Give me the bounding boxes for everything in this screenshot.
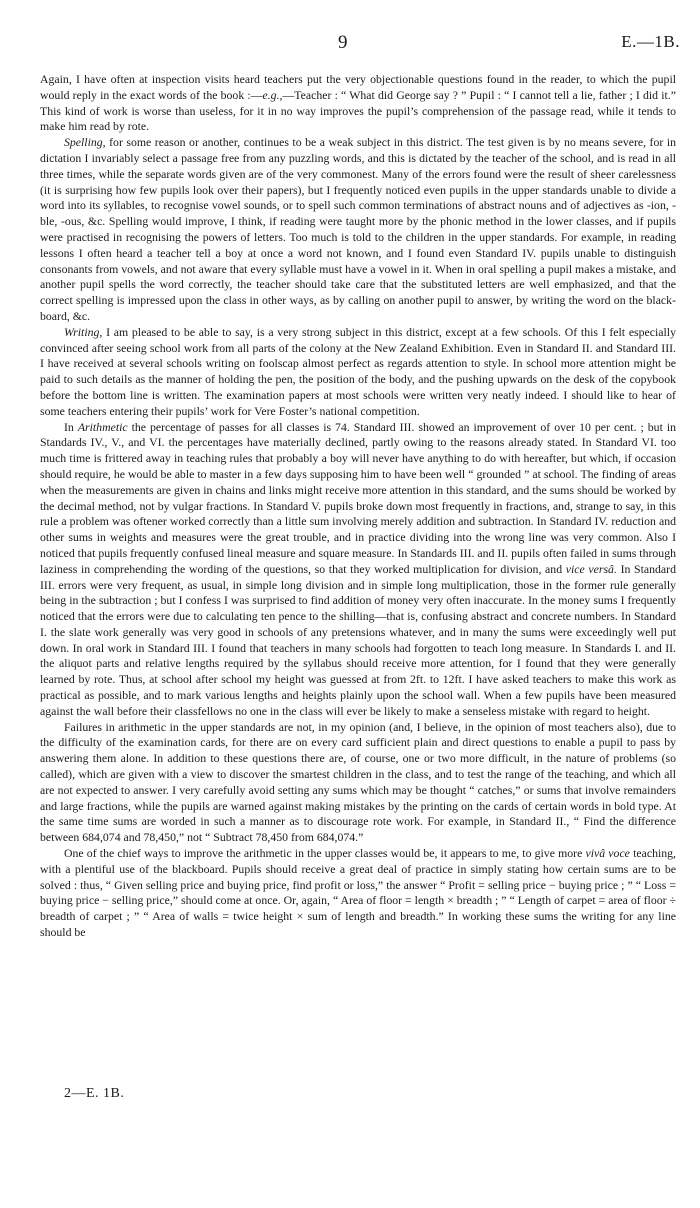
text-run: for some reason or another, continues to be a weak subject in this district. The test given is by no means severe, for in dictation I invariably select a passage free from any puzzling words, and this is dictated by the teacher of the school, and is read in all three times, while the separate words given are of the very commonest. Many of the errors found were the result of sheer carelessness (it is surprising how few pupils look over their papers), but I frequently noticed even pupils in the upper standards unable to divide a word into its syllables, to recognise vowel sounds, or to spell such common terminations of abstract nouns and of adjectives as -ion, -ble, -ous, &c. Spelling would improve, I think, if reading were taught more by the phonic method in the lower classes, and if pupils were practised in recognising the powers of letters. Too much is told to the children in the upper standards. For example, in reading lessons I often heard a teacher tell a boy at once a word not known, and I found even Standard IV. pupils unable to distinguish consonants from vowels, and not aware that every syllable must have a vowel in it. When in oral spelling a pupil makes a mistake, and another pupil spells the word correctly, the teacher should take care that the substituted letters are well emphasized, and that the correct spelling is impressed upon the class in other ways, as by calling on another pupil to answer, by writing the word on the black-board, &c. — [40, 135, 676, 323]
italic-text: vivâ voce — [585, 846, 630, 861]
text-run: —Teacher : “ What did George say ? ” Pupil : “ I cannot tell a lie, father ; I did it.” This kind of work is worse than useless, for it in no way improves the pupil’s comprehension of the passage read, while it tends to make him read by rote. — [40, 87, 676, 134]
text-run: I am pleased to be able to say, is a very strong subject in this district, except at a few schools. Of this I felt especially convinced after seeing school work from all parts of the colony at the New Zealand Exhibition. Even in Standard II. and Standard III. I have received at several schools writing on foolscap almost perfect as regards attention to style. In school more attention might be paid to such details as the manner of holding the pen, the position of the body, and the pushing upwards on the desk of the copybook before the bottom line is written. The examination papers at most schools were written very neatly indeed. I should like to hear of some teachers entering their pupils’ work for Vere Foster’s national competition. — [40, 324, 676, 418]
paragraph — [40, 72, 676, 135]
paragraph — [40, 846, 676, 941]
text-run: In Standard III. errors were very frequent, as usual, in simple long division and in simple long multiplication, those in the former rule generally being in the subtraction ; but I confess I was surprised to find addition of money very often inaccurate. In the money sums I frequently noticed that the errors were due to calculating ten pence to the shilling—that is, confusing abstract and concrete numbers. In Standard I. the slate work generally was very good in schools of any pretensions whatever, and in many the sums were exceedingly well put down. In oral work in Standard III. I found that teachers in many schools had forgotten to teach long measure. In Standards I. and II. the aliquot parts and relative lengths required by the syllabus should receive more attention, for I found that they were generally learned by rote. Thus, at school after school my height was guessed at from 2ft. to 12ft. I have asked teachers to make this work as practical as possible, and to mark various lengths and heights plainly upon the school wall. When a few pupils have been measured against the wall before their classfellows no one in the class will ever be likely to make a senseless mistake with regard to height. — [40, 561, 676, 718]
series-reference: E.—1B. — [621, 32, 680, 51]
text-run: One of the chief ways to improve the arithmetic in the upper classes would be, it appears to me, to give more — [64, 846, 586, 861]
paragraph — [40, 135, 676, 325]
italic-text: Arithmetic — [77, 419, 128, 434]
text-run: the percentage of passes for all classes is 74. Standard III. showed an improvement of over 10 per cent. ; but in Standards IV., V., and VI. the percentages have materially declined, partly owing to the reasons already stated. In Standard VI. too much time is frittered away in teaching rules that probably a boy will never have anything to do with hereafter, but which, if occasion should require, he would be able to master in a few days supposing him to have been well “ grounded ” at school. The finding of areas when the measurements are given in chains and links might receive more attention in this standard, and the sums should be worked by the decimal method, not by vulgar fractions. In Standard V. pupils broke down most frequently in fractions, and, strange to say, in this rule a problem was oftener worked correctly than a little sum involving merely addition and subtraction. In Standard IV. reduction and other sums in weights and measures were the great trouble, and in practice dividing into the wrong line was very common. Also I noticed that pupils frequently confused lineal measure and square measure. In Standards III. and II. pupils often failed in sums through laziness in comprehending the wording of the questions, so that they worked multiplication for division, and — [40, 419, 676, 576]
paragraph — [40, 325, 676, 420]
page-header — [0, 32, 700, 60]
italic-text: vice versâ. — [565, 561, 617, 576]
text-run: Again, I have often at inspection visits heard teachers put the very objectionable questions found in the reader, to which the pupil would reply in the exact words of the book :— — [40, 72, 676, 102]
paragraph — [40, 420, 676, 720]
italic-text: Spelling, — [64, 135, 106, 150]
page-number: 9 — [338, 32, 348, 53]
italic-text: e.g., — [262, 87, 283, 102]
paragraph — [40, 720, 676, 846]
text-run: In — [64, 419, 78, 434]
italic-text: Writing, — [64, 324, 103, 339]
signature-mark: 2—E. 1B. — [64, 1086, 125, 1101]
text-run: Failures in arithmetic in the upper standards are not, in my opinion (and, I believe, in the opinion of most teachers also), due to the difficulty of the examination cards, for there are on every card sufficient plain and direct questions to enable a pupil to pass by answering them alone. In addition to these questions there are, of course, one or two more difficult, in the nature of problems (so called), which are given with a view to discover the smartest children in the class, and to test the range of the teaching, and which all are not expected to answer. I very carefully avoid setting any sums which may be thought “ catches,” or sums that involve remainders and large fractions, while the pupils are warned against making mistakes by the printing on the cards of certain words in bold type. At the same time sums are worded in such a manner as to discourage rote work. For example, in Standard II., “ Find the difference between 684,074 and 78,450,” not “ Subtract 78,450 from 684,074.” — [40, 719, 676, 845]
text-run: teaching, with a plentiful use of the blackboard. Pupils should receive a great deal of practice in simply stating how certain sums are to be solved : thus, “ Given selling price and buying price, find profit or loss,” the answer “ Profit = selling price − buying price ; ” “ Loss = buying price − selling price,” should come at once. Or, again, “ Area of floor = length × breadth ; ” “ Length of carpet = area of floor ÷ breadth of carpet ; ” “ Area of walls = twice height × sum of length and breadth.” In working these sums the writing for any line should be — [40, 846, 676, 940]
body-text — [40, 72, 676, 941]
